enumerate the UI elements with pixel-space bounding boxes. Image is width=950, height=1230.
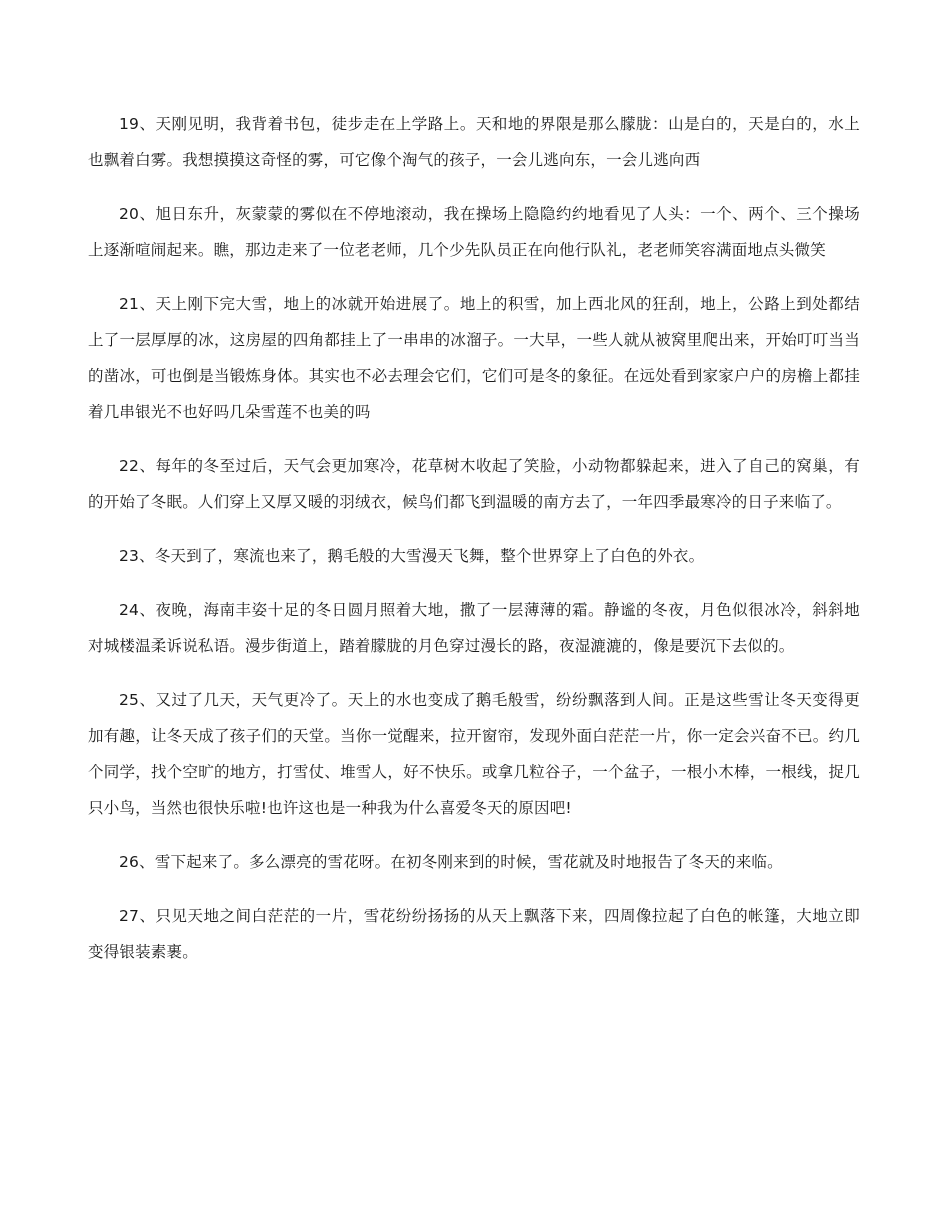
paragraph-20: 20、旭日东升，灰蒙蒙的雾似在不停地滚动，我在操场上隐隐约约地看见了人头：一个、两个、三个操场上逐渐喧闹起来。瞧，那边走来了一位老老师，几个少先队员正在向他行队礼，老老师笑容满面地点头微笑: [88, 205, 860, 259]
paragraph-22: 22、每年的冬至过后，天气会更加寒冷，花草树木收起了笑脸，小动物都躲起来，进入了自己的窝巢，有的开始了冬眠。人们穿上又厚又暖的羽绒衣，候鸟们都飞到温暖的南方去了，一年四季最寒冷的日子来临了。: [88, 457, 860, 511]
paragraph-25: 25、又过了几天，天气更冷了。天上的水也变成了鹅毛般雪，纷纷飘落到人间。正是这些雪让冬天变得更加有趣，让冬天成了孩子们的天堂。当你一觉醒来，拉开窗帘，发现外面白茫茫一片，你一定会兴奋不已。约几个同学，找个空旷的地方，打雪仗、堆雪人，好不快乐。或拿几粒谷子，一个盆子，一根小木棒，一根线，捉几只小鸟，当然也很快乐啦!也许这也是一种我为什么喜爱冬天的原因吧!: [88, 691, 860, 817]
paragraph-21: 21、天上刚下完大雪，地上的冰就开始进展了。地上的积雪，加上西北风的狂刮，地上，公路上到处都结上了一层厚厚的冰，这房屋的四角都挂上了一串串的冰溜子。一大早，一些人就从被窝里爬出来，开始叮叮当当的凿冰，可也倒是当锻炼身体。其实也不必去理会它们，它们可是冬的象征。在远处看到家家户户的房檐上都挂着几串银光不也好吗几朵雪莲不也美的吗: [88, 295, 860, 421]
document-body: [88, 106, 860, 988]
paragraph-24: 24、夜晚，海南丰姿十足的冬日圆月照着大地，撒了一层薄薄的霜。静谧的冬夜，月色似很冰冷，斜斜地对城楼温柔诉说私语。漫步街道上，踏着朦胧的月色穿过漫长的路，夜湿漉漉的，像是要沉下去似的。: [88, 601, 860, 655]
paragraph-26: 26、雪下起来了。多么漂亮的雪花呀。在初冬刚来到的时候，雪花就及时地报告了冬天的来临。: [119, 853, 783, 871]
paragraph-27: 27、只见天地之间白茫茫的一片，雪花纷纷扬扬的从天上飘落下来，四周像拉起了白色的帐篷，大地立即变得银装素裹。: [88, 907, 860, 961]
paragraph-19: 19、天刚见明，我背着书包，徒步走在上学路上。天和地的界限是那么朦胧：山是白的，天是白的，水上也飘着白雾。我想摸摸这奇怪的雾，可它像个淘气的孩子，一会儿逃向东，一会儿逃向西: [88, 115, 860, 169]
paragraph-23: 23、冬天到了，寒流也来了，鹅毛般的大雪漫天飞舞，整个世界穿上了白色的外衣。: [119, 547, 705, 565]
